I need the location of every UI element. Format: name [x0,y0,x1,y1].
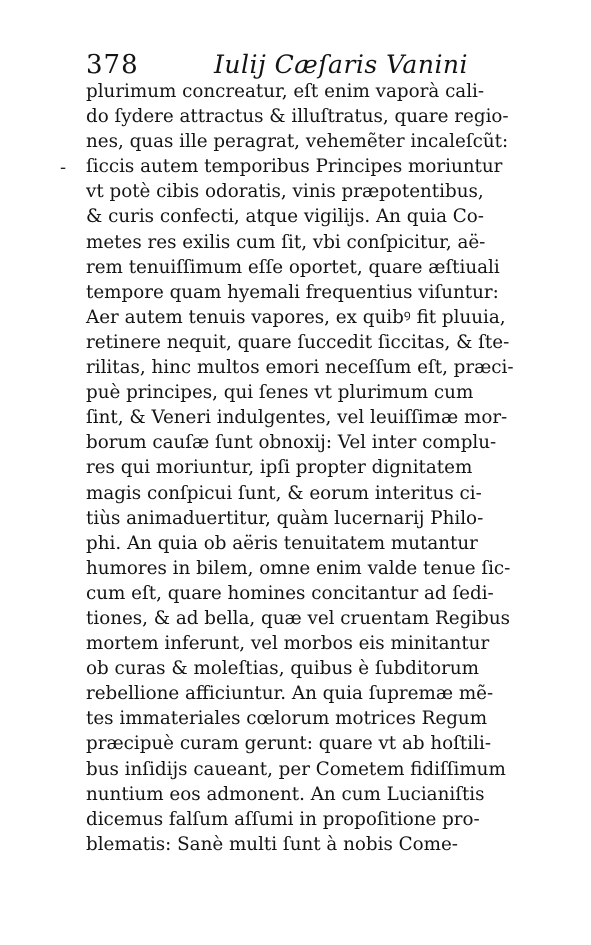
text-line: bus inſidijs caueant, per Cometem fidiſſimum [86,758,506,780]
text-line: phi. An quia ob aëris tenuitatem mutantur [86,532,478,554]
text-line: nuntium eos admonent. An cum Lucianiſtis [86,783,485,805]
text-line: plurimum concreatur, eſt enim vaporà cali- [86,81,485,102]
text-line: dicemus falſum aſſumi in propoſitione pro- [86,808,480,830]
text-line: humores in bilem, omne enim valde tenue ſic- [86,557,511,579]
text-line: ſiccis autem temporibus Principes moriuntur [86,156,503,178]
text-line: ſint, & Veneri indulgentes, vel leuiſſimæ mor- [86,407,508,429]
text-line: puè principes, qui ſenes vt plurimum cum [86,382,474,404]
running-title: Iulij Cæſaris Vanini [214,50,469,79]
margin-mark: - [60,157,67,178]
text-line: tempore quam hyemali frequentius viſuntur: [86,281,499,303]
text-line: do ſydere attractus & illuſtratus, quare regio- [86,106,509,128]
text-line: vt potè cibis odoratis, vinis præpotentibus, [86,181,484,203]
text-line: blematis: Sanè multi ſunt à nobis Come- [86,833,458,855]
text-line: præcipuè curam gerunt: quare vt ab hoſtili- [86,733,491,755]
text-line: rebellione afficiuntur. An quia ſupremæ mẽ- [86,683,494,705]
text-line: res qui moriuntur, ipſi propter dignitatem [86,457,473,479]
text-line: rilitas, hinc multos emori neceſſum eſt, præci- [86,357,514,379]
text-line: borum cauſæ ſunt obnoxij: Vel inter complu- [86,432,497,454]
text-line: tiones, & ad bella, quæ vel cruentam Regibus [86,607,511,629]
text-line: tiùs animaduertitur, quàm lucernarij Philo- [86,507,484,529]
page-number: 378 [86,50,139,80]
text-line: tes immateriales cœlorum motrices Regum [86,708,488,730]
text-line: cum eſt, quare homines concitantur ad ſedi- [86,582,494,604]
body-text [86,79,526,857]
text-line: Aer autem tenuis vapores, ex quibꝰ fit pluuia, [86,306,506,328]
text-line: ob curas & moleſtias, quibus è ſubditorum [86,658,479,680]
text-line: & curis confecti, atque vigilijs. An quia Co- [86,206,484,228]
text-line: retinere nequit, quare ſuccedit ſiccitas, & ſte- [86,331,510,353]
text-line: nes, quas ille peragrat, vehemẽter incaleſcũt: [86,131,509,153]
text-line: mortem inferunt, vel morbos eis minitantur [86,633,490,655]
text-line: magis conſpicui ſunt, & eorum interitus ci- [86,482,482,504]
text-line: metes res exilis cum ſit, vbi conſpicitur, aë- [86,231,486,253]
text-line: rem tenuiſſimum eſſe oportet, quare æſtiuali [86,256,500,278]
